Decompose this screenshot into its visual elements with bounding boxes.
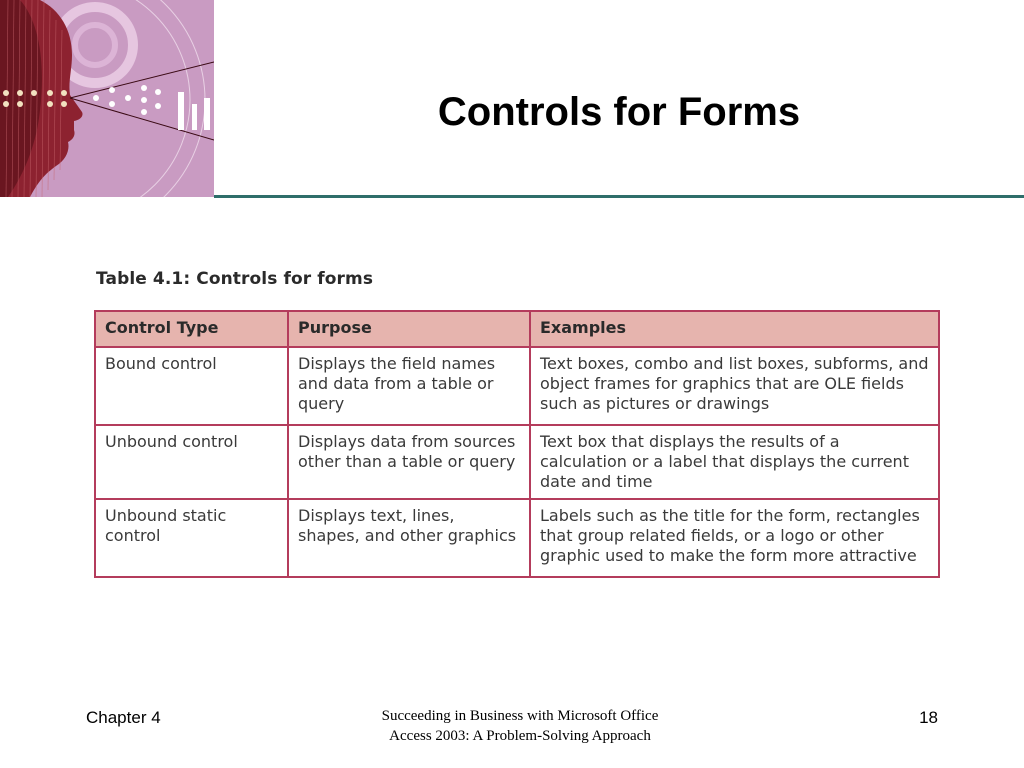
table-row [95,425,939,499]
cell-examples: Text box that displays the results of a calculation or a label that displays the current date and time [530,425,939,499]
footer-page-number: 18 [919,708,938,727]
header-examples: Examples [530,311,939,347]
table-row [95,499,939,577]
controls-table [94,310,940,578]
footer-book-title-line1: Succeeding in Business with Microsoft Office [381,708,659,724]
table-caption: Table 4.1: Controls for forms [96,269,374,289]
cell-control-type: Unbound static control [95,499,288,577]
cell-examples: Labels such as the title for the form, rectangles that group related fields, or a logo or other graphic used to make the form more attractive [530,499,939,577]
footer-chapter: Chapter 4 [86,708,161,727]
table-header-row [95,311,939,347]
header-control-type: Control Type [95,311,288,347]
cell-purpose: Displays data from sources other than a table or query [288,425,530,499]
decorative-face-image [0,0,214,197]
header-purpose: Purpose [288,311,530,347]
cell-control-type: Unbound control [95,425,288,499]
cell-control-type: Bound control [95,347,288,425]
cell-examples: Text boxes, combo and list boxes, subforms, and object frames for graphics that are OLE fields such as pictures or drawings [530,347,939,425]
table-row [95,347,939,425]
cell-purpose: Displays text, lines, shapes, and other graphics [288,499,530,577]
title-divider-line [214,195,1024,198]
cell-purpose: Displays the field names and data from a table or query [288,347,530,425]
footer-book-title-line2: Access 2003: A Problem-Solving Approach [389,728,651,744]
footer-book-title [320,706,720,746]
slide-title: Controls for Forms [437,90,801,134]
